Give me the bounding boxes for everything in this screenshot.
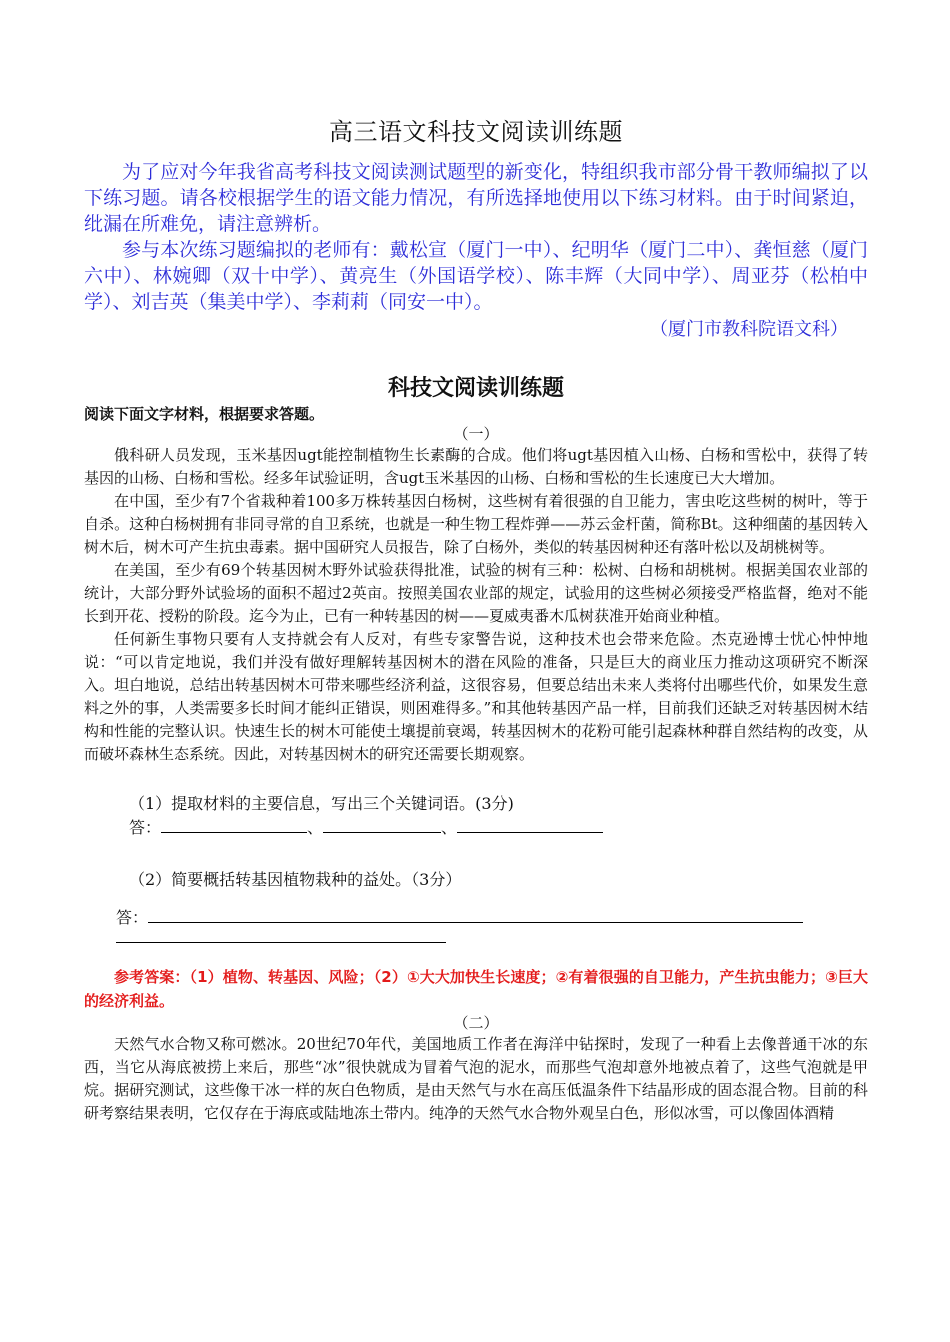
section-label-1: （一）: [453, 425, 499, 443]
exercise-title: 科技文阅读训练题: [387, 376, 564, 401]
reference-answer: 参考答案：（1）植物、转基因、风险；（2）①大大加快生长速度；②有着很强的自卫能力，产生抗虫能力；③巨大的经济利益。: [84, 968, 868, 1010]
answer-blank-3[interactable]: [457, 816, 603, 833]
blank-separator: 、: [441, 818, 458, 837]
section1-paragraph-3: 在美国，至少有69个转基因树木野外试验获得批准，试验的树有三种：松树、白杨和胡桃树。根据美国农业部的统计，大部分野外试验场的面积不超过2英亩。按照美国农业部的规定，试验用的这些树必须接受严格监督，绝对不能长到开花、授粉的阶段。迄今为止，已有一种转基因的树——夏威夷番木瓜树获准开始商业种植。: [84, 561, 868, 625]
answer-blank-1[interactable]: [161, 816, 307, 833]
question-2-answer-line: [84, 906, 868, 930]
answer-blank-2[interactable]: [323, 816, 441, 833]
answer-prefix: 答：: [129, 818, 162, 837]
question-2: （2）简要概括转基因植物栽种的益处。（3分）: [129, 870, 462, 889]
question-1: （1）提取材料的主要信息，写出三个关键词语。(3分): [129, 794, 514, 813]
section2-paragraph-1: 天然气水合物又称可燃冰。20世纪70年代，美国地质工作者在海洋中钻探时，发现了一种看上去像普通干冰的东西，当它从海底被捞上来后，那些“冰”很快就成为冒着气泡的泥水，而那些气泡却意外地被点着了，这些气泡就是甲烷。据研究测试，这些像干冰一样的灰白色物质，是由天然气与水在高压低温条件下结晶形成的固态混合物。目前的科研考察结果表明，它仅存在于海底或陆地冻土带内。纯净的天然气水合物外观呈白色，形似冰雪，可以像固体酒精: [84, 1035, 868, 1122]
section1-paragraph-4: 任何新生事物只要有人支持就会有人反对，有些专家警告说，这种技术也会带来危险。杰克逊博士忧心忡忡地说：“可以肯定地说，我们并没有做好理解转基因树木的潜在风险的准备，只是巨大的商业压力推动这项研究不断深入。坦白地说，总结出转基因树木可带来哪些经济利益，这很容易，但要总结出未来人类将付出哪些代价，如果发生意料之外的事，人类需要多长时间才能纠正错误，则困难得多。”和其他转基因产品一样，目前我们还缺乏对转基因树木结构和性能的完整认识。快速生长的树木可能使土壤提前衰竭，转基因树木的花粉可能引起森林种群自然结构的改变，从而破坏森林生态系统。因此，对转基因树木的研究还需要长期观察。: [84, 630, 868, 763]
section1-paragraph-1: 俄科研人员发现，玉米基因ugt能控制植物生长素酶的合成。他们将ugt基因植入山杨、白杨和雪松中，获得了转基因的山杨、白杨和雪松。经多年试验证明，含ugt玉米基因的山杨、白杨和雪松的生长速度已大大增加。: [84, 446, 868, 487]
instruction: 阅读下面文字材料，根据要求答题。: [84, 405, 325, 423]
intro-paragraph-2: 参与本次练习题编拟的老师有：戴松宣（厦门一中）、纪明华（厦门二中）、龚恒慈（厦门六中）、林婉卿（双十中学）、黄亮生（外国语学校）、陈丰辉（大同中学）、周亚芬（松柏中学）、刘吉英（集美中学）、李莉莉（同安一中）。: [84, 239, 868, 313]
question-1-answer-line: [84, 816, 868, 840]
document-title: 高三语文科技文阅读训练题: [329, 118, 623, 146]
signature: （厦门市教科院语文科）: [650, 319, 848, 340]
intro-paragraph-1: 为了应对今年我省高考科技文阅读测试题型的新变化，特组织我市部分骨干教师编拟了以下练习题。请各校根据学生的语文能力情况，有所选择地使用以下练习材料。由于时间紧迫，纰漏在所难免，请注意辨析。: [84, 161, 868, 235]
blank-separator: 、: [307, 818, 324, 837]
section-label-2: （二）: [453, 1014, 499, 1032]
answer-prefix: 答：: [116, 908, 149, 927]
section1-paragraph-2: 在中国，至少有7个省栽种着100多万株转基因白杨树，这些树有着很强的自卫能力，害虫吃这些树的树叶，等于自杀。这种白杨树拥有非同寻常的自卫系统，也就是一种生物工程炸弹——苏云金杆菌，简称Bt。这种细菌的基因转入树木后，树木可产生抗虫毒素。据中国研究人员报告，除了白杨外，类似的转基因树种还有落叶松以及胡桃树等。: [84, 492, 868, 556]
answer-blank-long[interactable]: [148, 906, 803, 923]
